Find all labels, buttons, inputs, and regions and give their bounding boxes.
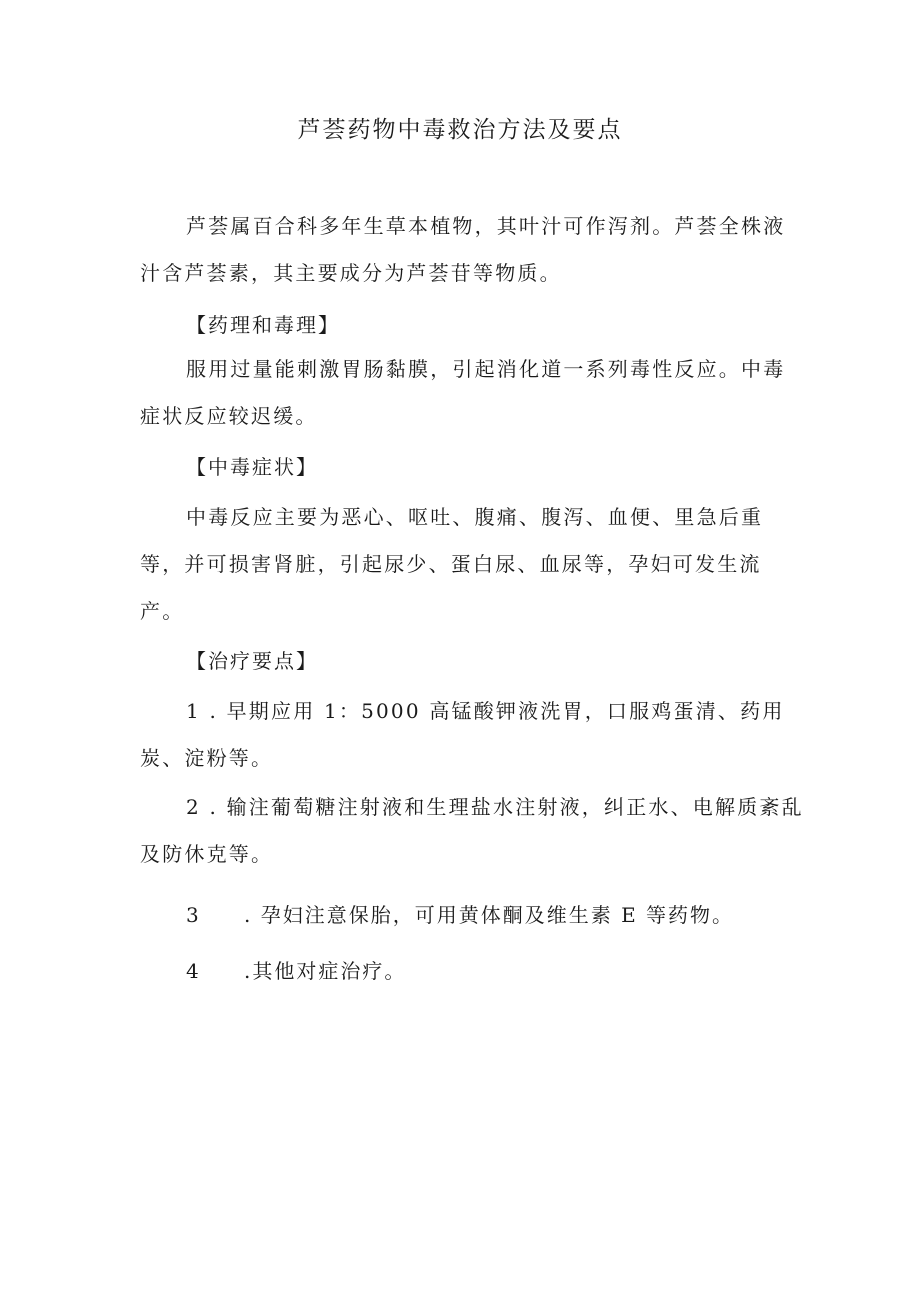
- section-heading-symptoms: 【中毒症状】: [186, 455, 318, 479]
- treatment-item-4: [186, 951, 406, 991]
- intro-paragraph: 芦荟属百合科多年生草本植物，其叶汁可作泻剂。芦荟全株液汁含芦荟素，其主要成分为芦荟苷等物质。: [140, 214, 786, 285]
- symptoms-paragraph: 中毒反应主要为恶心、呕吐、腹痛、腹泻、血便、里急后重等，并可损害肾脏，引起尿少、蛋白尿、血尿等，孕妇可发生流产。: [140, 505, 764, 623]
- treatment-item-3-number: 3: [186, 903, 201, 927]
- treatment-item-3: [186, 895, 734, 935]
- treatment-item-2: 2 . 输注葡萄糖注射液和生理盐水注射液，纠正水、电解质紊乱及防休克等。: [140, 795, 804, 866]
- section-heading-pharmacology: 【药理和毒理】: [186, 313, 340, 337]
- treatment-item-3-text: . 孕妇注意保胎，可用黄体酮及维生素 E 等药物。: [244, 903, 735, 927]
- pharmacology-paragraph: 服用过量能刺激胃肠黏膜，引起消化道一系列毒性反应。中毒症状反应较迟缓。: [140, 357, 786, 428]
- treatment-item-1: 1 . 早期应用 1：5000 高锰酸钾液洗胃，口服鸡蛋清、药用炭、淀粉等。: [140, 699, 785, 770]
- treatment-item-4-number: 4: [186, 959, 201, 983]
- section-heading-treatment: 【治疗要点】: [186, 649, 318, 673]
- treatment-item-4-text: .其他对症治疗。: [244, 959, 407, 983]
- document-title: 芦荟药物中毒救治方法及要点: [297, 117, 623, 143]
